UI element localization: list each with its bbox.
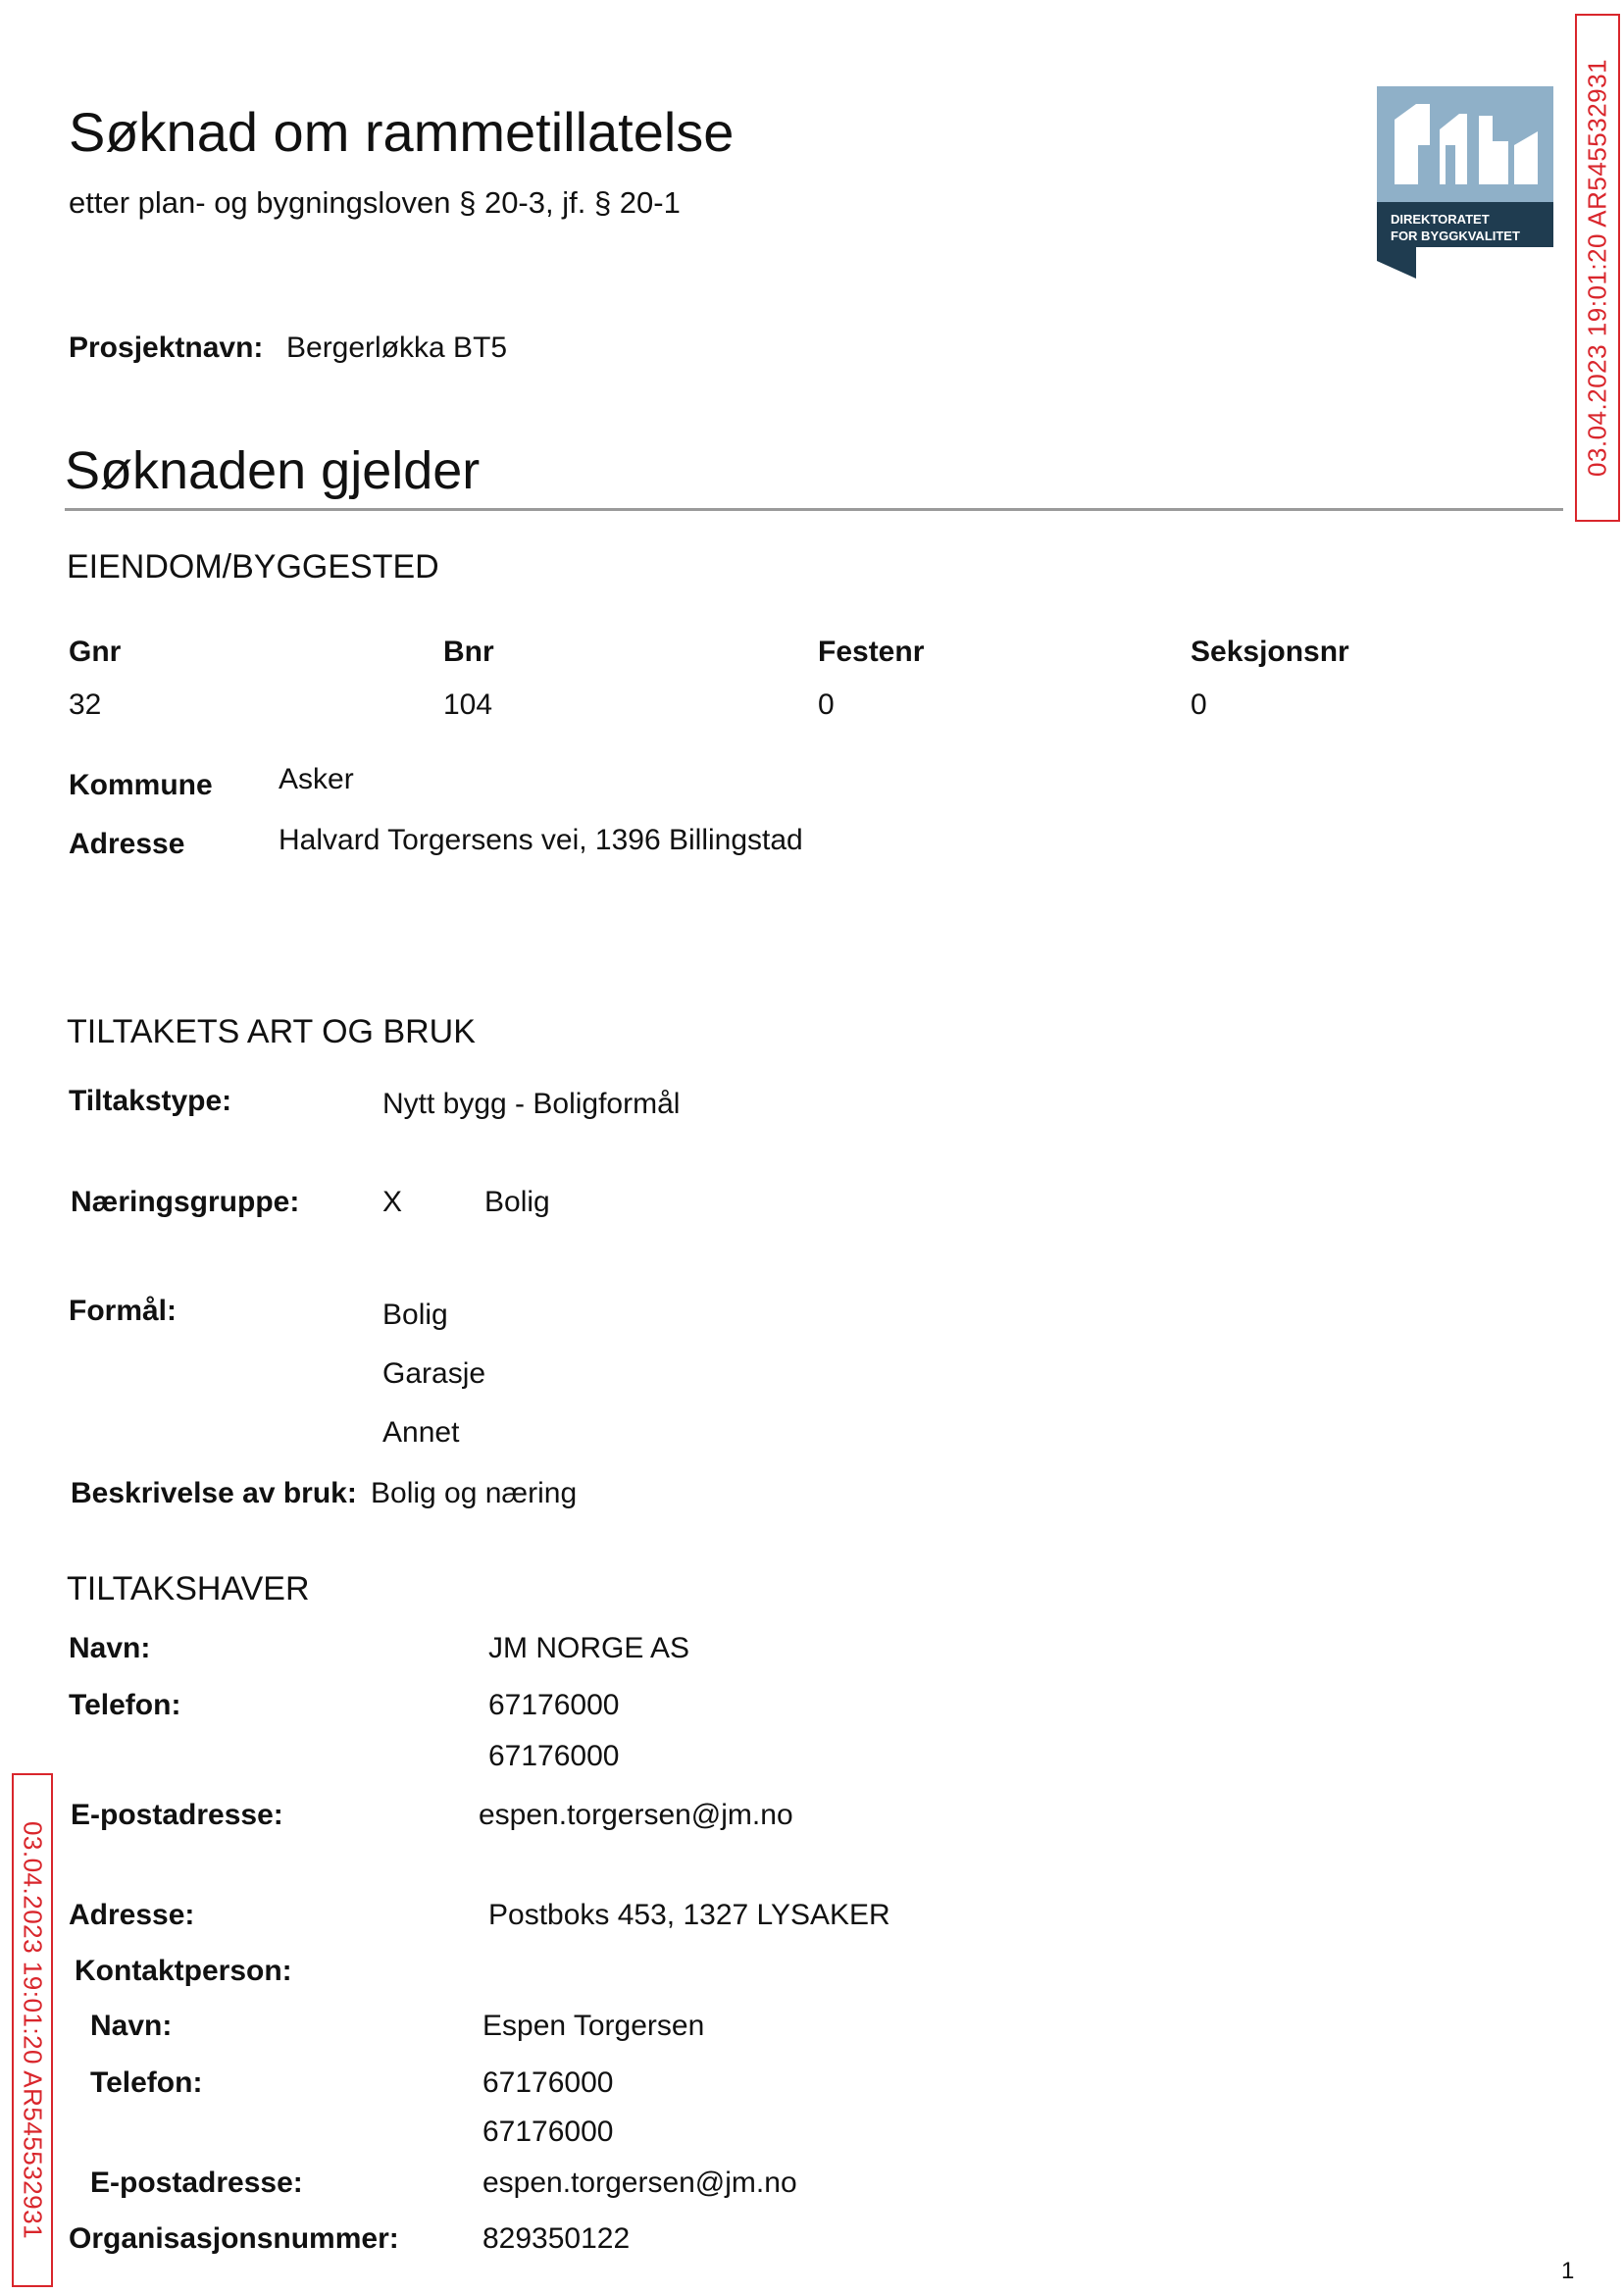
tiltakshaver-navn-label: Navn: xyxy=(69,1632,151,1664)
tiltak-heading: TILTAKETS ART OG BRUK xyxy=(67,1013,476,1050)
naeringsgruppe-value: Bolig xyxy=(484,1186,550,1218)
stamp-text: 03.04.2023 19:01:20 AR545532931 xyxy=(18,1820,48,2240)
kontakt-telefon-value: 67176000 xyxy=(482,2066,614,2099)
organisasjonsnummer-label: Organisasjonsnummer: xyxy=(69,2222,399,2255)
bnr-header: Bnr xyxy=(443,636,494,668)
kontakt-epost-value: espen.torgersen@jm.no xyxy=(482,2167,797,2199)
stamp-text: 03.04.2023 19:01:20 AR545532931 xyxy=(1582,58,1612,478)
tiltakshaver-telefon-value: 67176000 xyxy=(488,1740,620,1772)
bnr-value: 104 xyxy=(443,688,493,721)
eiendom-heading: EIENDOM/BYGGESTED xyxy=(67,548,439,586)
timestamp-stamp-left xyxy=(12,1773,53,2287)
document-subtitle: etter plan- og bygningsloven § 20-3, jf. § 20-1 xyxy=(69,185,681,220)
dibk-logo-icon xyxy=(1377,86,1553,279)
kontakt-navn-value: Espen Torgersen xyxy=(482,2010,705,2042)
tiltakshaver-navn-value: JM NORGE AS xyxy=(488,1632,690,1664)
logo-text-line1: DIREKTORATET xyxy=(1391,212,1490,227)
formal-item: Bolig xyxy=(382,1299,448,1331)
page-number: 1 xyxy=(1561,2258,1575,2284)
formal-item: Annet xyxy=(382,1416,460,1449)
timestamp-stamp-right xyxy=(1575,14,1620,522)
section-title: Søknaden gjelder xyxy=(65,441,481,500)
naeringsgruppe-label: Næringsgruppe: xyxy=(71,1186,300,1218)
tiltakshaver-epost-value: espen.torgersen@jm.no xyxy=(479,1799,793,1831)
kontakt-epost-label: E-postadresse: xyxy=(90,2167,303,2199)
tiltakstype-value: Nytt bygg - Boligformål xyxy=(382,1088,681,1120)
organisasjonsnummer-value: 829350122 xyxy=(482,2222,631,2255)
logo-text-line2: FOR BYGGKVALITET xyxy=(1391,229,1520,243)
formal-item: Garasje xyxy=(382,1357,486,1390)
tiltakshaver-heading: TILTAKSHAVER xyxy=(67,1570,310,1607)
seksjonsnr-value: 0 xyxy=(1191,688,1207,721)
tiltakshaver-adresse-label: Adresse: xyxy=(69,1899,195,1931)
tiltakshaver-telefon-value: 67176000 xyxy=(488,1689,620,1721)
tiltakshaver-telefon-label: Telefon: xyxy=(69,1689,181,1721)
section-divider xyxy=(65,508,1563,511)
gnr-value: 32 xyxy=(69,688,102,721)
adresse-value: Halvard Torgersens vei, 1396 Billingstad xyxy=(279,824,803,856)
festenr-header: Festenr xyxy=(818,636,925,668)
naeringsgruppe-code: X xyxy=(382,1186,403,1218)
kontakt-telefon-value: 67176000 xyxy=(482,2116,614,2148)
gnr-header: Gnr xyxy=(69,636,122,668)
project-name-label: Prosjektnavn: xyxy=(69,331,264,364)
tiltakstype-label: Tiltakstype: xyxy=(69,1085,232,1117)
formal-label: Formål: xyxy=(69,1295,178,1327)
beskrivelse-label: Beskrivelse av bruk: xyxy=(71,1477,357,1509)
document-title: Søknad om rammetillatelse xyxy=(69,101,735,163)
seksjonsnr-header: Seksjonsnr xyxy=(1191,636,1349,668)
kommune-value: Asker xyxy=(279,763,354,795)
kontaktperson-label: Kontaktperson: xyxy=(75,1955,292,1987)
adresse-label: Adresse xyxy=(69,828,185,860)
tiltakshaver-epost-label: E-postadresse: xyxy=(71,1799,283,1831)
kommune-label: Kommune xyxy=(69,769,213,801)
kontakt-telefon-label: Telefon: xyxy=(90,2066,203,2099)
beskrivelse-value: Bolig og næring xyxy=(371,1477,578,1509)
festenr-value: 0 xyxy=(818,688,835,721)
kontakt-navn-label: Navn: xyxy=(90,2010,173,2042)
project-name-value: Bergerløkka BT5 xyxy=(286,331,508,364)
dibk-logo xyxy=(1377,86,1553,279)
tiltakshaver-adresse-value: Postboks 453, 1327 LYSAKER xyxy=(488,1899,890,1931)
